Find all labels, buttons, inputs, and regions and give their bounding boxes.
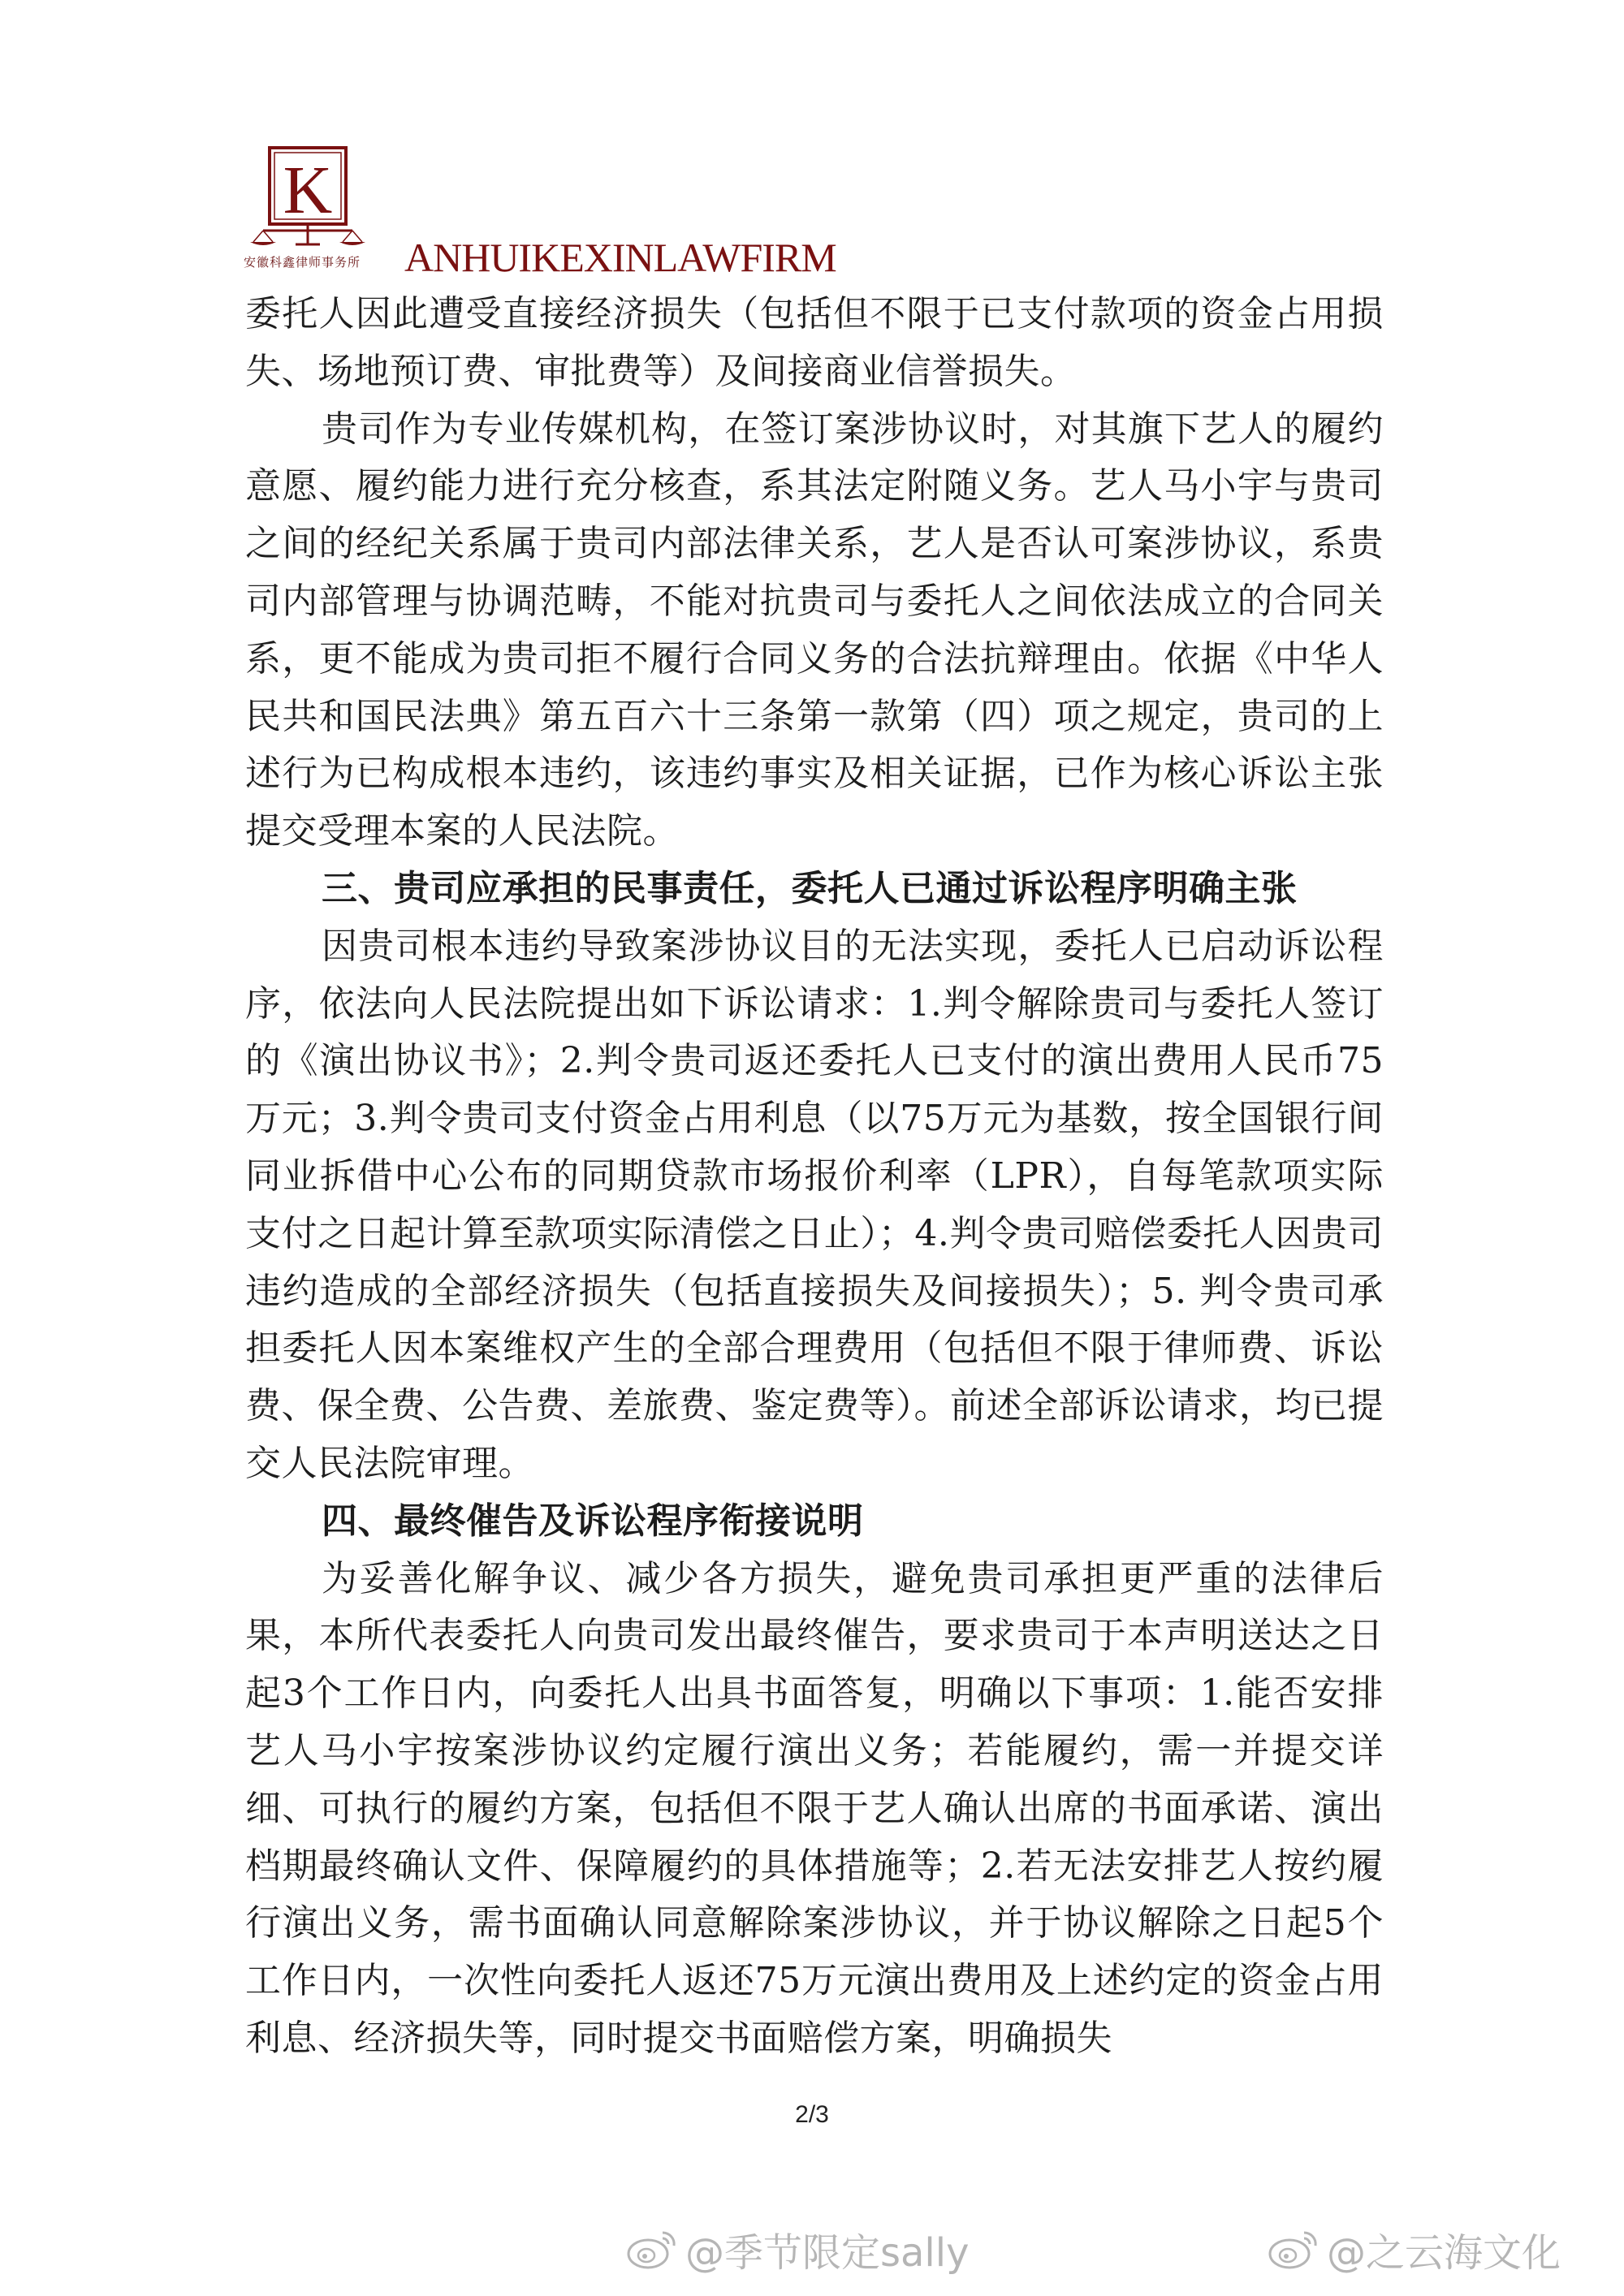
weibo-icon [625,2226,679,2272]
page-number: 2/3 [795,2101,829,2128]
weibo-icon [1267,2226,1320,2272]
watermark-text: @之云海文化 [1327,2229,1561,2276]
section-heading-4: 四、最终催告及诉讼程序衔接说明 [322,1500,864,1542]
watermark [625,2220,970,2277]
firm-name-chinese: 安徽科鑫律师事务所 [244,255,361,270]
watermark-text: @季节限定sally [685,2229,970,2276]
paragraph-continued: 委托人因此遭受直接经济损失（包括但不限于已支付款项的资金占用损失、场地预订费、审批费等）及间接商业信誉损失。 [245,293,1384,392]
document-body [245,286,1384,2068]
section-heading-3: 三、贵司应承担的民事责任，委托人已通过诉讼程序明确主张 [322,867,1298,909]
paragraph-litigation-claims: 因贵司根本违约导致案涉协议目的无法实现，委托人已启动诉讼程序，依法向人民法院提出如下诉讼请求：1.判令解除贵司与委托人签订的《演出协议书》；2.判令贵司返还委托人已支付的演出费用人民币75万元；3.判令贵司支付资金占用利息（以75万元为基数，按全国银行间同业拆借中心公布的同期贷款市场报价利率（LPR），自每笔款项实际支付之日起计算至款项实际清偿之日止）；4.判令贵司赔偿委托人因贵司违约造成的全部经济损失（包括直接损失及间接损失）；5. 判令贵司承担委托人因本案维权产生的全部合理费用（包括但不限于律师费、诉讼费、保全费、公告费、差旅费、鉴定费等）。前述全部诉讼请求，均已提交人民法院审理。 [245,925,1384,1484]
watermark [1267,2220,1561,2277]
law-firm-logo [247,146,369,248]
svg-text:K: K [283,153,333,228]
firm-name-english: ANHUIKEXINLAWFIRM [404,235,836,280]
paragraph-breach-analysis: 贵司作为专业传媒机构，在签订案涉协议时，对其旗下艺人的履约意愿、履约能力进行充分核查，系其法定附随义务。艺人马小宇与贵司之间的经纪关系属于贵司内部法律关系，艺人是否认可案涉协议，系贵司内部管理与协调范畴，不能对抗贵司与委托人之间依法成立的合同关系，更不能成为贵司拒不履行合同义务的合法抗辩理由。依据《中华人民共和国民法典》第五百六十三条第一款第（四）项之规定，贵司的上述行为已构成根本违约，该违约事实及相关证据，已作为核心诉讼主张提交受理本案的人民法院。 [245,408,1384,852]
letterhead [244,146,974,280]
paragraph-final-notice: 为妥善化解争议、减少各方损失，避免贵司承担更严重的法律后果，本所代表委托人向贵司发出最终催告，要求贵司于本声明送达之日起3个工作日内，向委托人出具书面答复，明确以下事项：1.能否安排艺人马小宇按案涉协议约定履行演出义务；若能履约，需一并提交详细、可执行的履约方案，包括但不限于艺人确认出席的书面承诺、演出档期最终确认文件、保障履约的具体措施等；2.若无法安排艺人按约履行演出义务，需书面确认同意解除案涉协议，并于协议解除之日起5个工作日内，一次性向委托人返还75万元演出费用及上述约定的资金占用利息、经济损失等，同时提交书面赔偿方案，明确损失 [245,1557,1384,2059]
